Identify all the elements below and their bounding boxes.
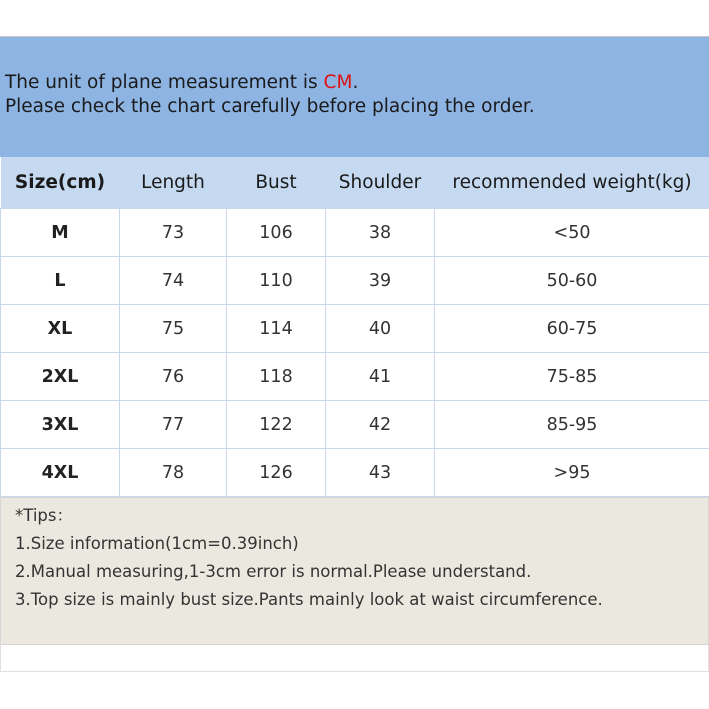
unit-highlight: CM — [323, 72, 353, 93]
size-cell: 2XL — [1, 353, 120, 401]
header-bust: Bust — [227, 157, 326, 209]
size-cell: L — [1, 257, 120, 305]
table-row — [1, 353, 709, 401]
table-row — [1, 209, 709, 257]
shoulder-cell: 42 — [326, 401, 435, 449]
length-cell: 74 — [120, 257, 227, 305]
bust-cell: 106 — [227, 209, 326, 257]
tip-item: 1.Size information(1cm=0.39inch) — [15, 534, 299, 553]
shoulder-cell: 40 — [326, 305, 435, 353]
bust-cell: 110 — [227, 257, 326, 305]
shoulder-cell: 43 — [326, 449, 435, 497]
table-header-row — [1, 157, 709, 209]
weight-cell: <50 — [435, 209, 709, 257]
notice-line-2: Please check the chart carefully before placing the order. — [5, 96, 535, 117]
weight-cell: 60-75 — [435, 305, 709, 353]
length-cell: 75 — [120, 305, 227, 353]
table-row — [1, 449, 709, 497]
bust-cell: 118 — [227, 353, 326, 401]
weight-cell: 85-95 — [435, 401, 709, 449]
table-row — [1, 305, 709, 353]
notice-line-1 — [5, 71, 709, 95]
empty-table-row — [0, 645, 709, 672]
weight-cell: >95 — [435, 449, 709, 497]
size-cell: 4XL — [1, 449, 120, 497]
shoulder-cell: 39 — [326, 257, 435, 305]
measurement-notice — [0, 36, 709, 157]
table-row — [1, 257, 709, 305]
header-weight: recommended weight(kg) — [435, 157, 709, 209]
length-cell: 76 — [120, 353, 227, 401]
bust-cell: 122 — [227, 401, 326, 449]
shoulder-cell: 38 — [326, 209, 435, 257]
header-length: Length — [120, 157, 227, 209]
notice-prefix: The unit of plane measurement is — [5, 72, 324, 93]
shoulder-cell: 41 — [326, 353, 435, 401]
weight-cell: 75-85 — [435, 353, 709, 401]
tips-box — [0, 497, 709, 645]
tip-item: 3.Top size is mainly bust size.Pants mainly look at waist circumference. — [15, 590, 603, 609]
tip-item: 2.Manual measuring,1-3cm error is normal.Please understand. — [15, 562, 532, 581]
size-cell: XL — [1, 305, 120, 353]
size-cell: 3XL — [1, 401, 120, 449]
table-row — [1, 401, 709, 449]
tips-title: *Tips： — [15, 506, 73, 525]
notice-period: . — [352, 72, 359, 93]
header-shoulder: Shoulder — [326, 157, 435, 209]
length-cell: 73 — [120, 209, 227, 257]
length-cell: 78 — [120, 449, 227, 497]
bust-cell: 126 — [227, 449, 326, 497]
length-cell: 77 — [120, 401, 227, 449]
bust-cell: 114 — [227, 305, 326, 353]
size-cell: M — [1, 209, 120, 257]
weight-cell: 50-60 — [435, 257, 709, 305]
size-chart-table — [0, 157, 709, 497]
header-size: Size(cm) — [1, 157, 120, 209]
